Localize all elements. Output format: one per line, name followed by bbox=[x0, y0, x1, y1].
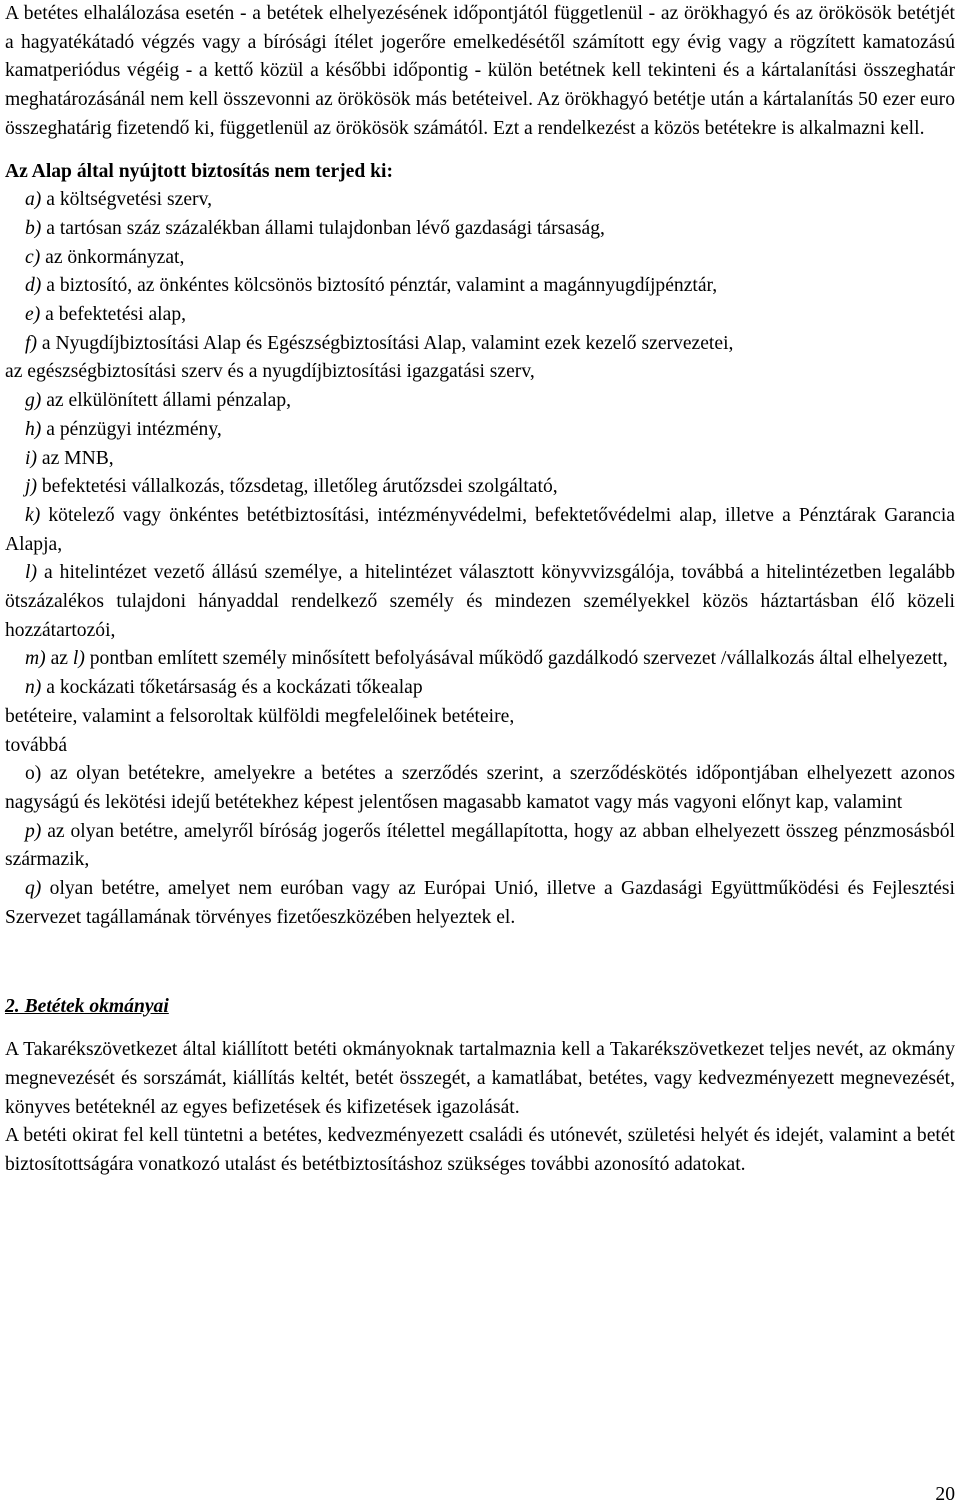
exclusion-item-i: i) az MNB, bbox=[25, 447, 114, 469]
exclusion-item-k: k) kötelező vagy önkéntes betétbiztosítási, intézményvédelmi, befektetővédelmi alap, illetve a Pénztárak Garancia Alapja, bbox=[5, 504, 955, 555]
deposit-certificate-paragraph: A betéti okirat fel kell tüntetni a betétes, kedvezményezett családi és utónevét, születési helyét és idejét, valamint a betét biztosítottságára vonatkozó utalást és betétbiztosításhoz szükséges további azonosító adatokat. bbox=[5, 1125, 955, 1176]
exclusion-item-p: p) az olyan betétre, amelyről bíróság jogerős ítélettel megállapította, hogy az abban elhelyezett összeg pénzmosásból származik, bbox=[5, 820, 955, 871]
exclusion-deposits-line: betéteire, valamint a felsoroltak külföldi megfelelőinek betéteire, bbox=[5, 705, 515, 727]
document-page bbox=[5, 0, 955, 1180]
exclusion-item-n: n) a kockázati tőketársaság és a kockázati tőkealap bbox=[25, 677, 423, 699]
deposit-documents-paragraph: A Takarékszövetkezet által kiállított betéti okmányoknak tartalmaznia kell a Takarékszövetkezet teljes nevét, az okmány megnevezését és sorszámát, kiállítás keltét, betét összegét, a kamatlábat, betétes, vagy kedvezményezett megnevezését, könyves betéteknél az egyes befizetések és kifizetések igazolását. bbox=[5, 1039, 955, 1118]
page-number: 20 bbox=[935, 1484, 955, 1505]
exclusion-item-l: l) a hitelintézet vezető állású személye, a hitelintézet választott könyvvizsgálója, továbbá a hitelintézetben legalább ötszázalékos tulajdoni hányaddal rendelkező személy és mindezen személyekkel közös háztartásban élő közeli hozzátartozói, bbox=[5, 562, 955, 641]
exclusion-item-b: b) a tartósan száz százalékban állami tulajdonban lévő gazdasági társaság, bbox=[25, 217, 605, 239]
exclusion-item-c: c) az önkormányzat, bbox=[25, 246, 185, 268]
exclusion-item-f: f) a Nyugdíjbiztosítási Alap és Egészségbiztosítási Alap, valamint ezek kezelő szervezetei, bbox=[25, 332, 734, 354]
exclusions-section bbox=[5, 158, 955, 933]
exclusion-item-a: a) a költségvetési szerv, bbox=[25, 189, 212, 211]
exclusion-item-q: q) olyan betétre, amelyet nem euróban vagy az Európai Unió, illetve a Gazdasági Együttműködési és Fejlesztési Szervezet tagállamának törvényes fizetőeszközében helyeztek el. bbox=[5, 878, 955, 928]
exclusion-item-d: d) a biztosító, az önkéntes kölcsönös biztosító pénztár, valamint a magánnyugdíjpénztár, bbox=[25, 275, 718, 297]
exclusion-item-h: h) a pénzügyi intézmény, bbox=[25, 418, 222, 440]
exclusion-item-m: m) az l) pontban említett személy minősített befolyásával működő gazdálkodó szervezet /vállalkozás által elhelyezett, bbox=[25, 648, 948, 670]
exclusion-item-o: o) az olyan betétekre, amelyekre a betétes a szerződés szerint, a szerződéskötés időpontjában elhelyezett azonos nagyságú és lekötési idejű betétekhez képest jelentősen magasabb kamatot vagy más vagyoni előnyt kap, valamint bbox=[5, 763, 955, 813]
section-title-deposit-documents: 2. Betétek okmányai bbox=[5, 995, 169, 1017]
exclusion-furthermore-line: továbbá bbox=[5, 734, 68, 756]
inheritance-paragraph: A betétes elhalálozása esetén - a betétek elhelyezésének időpontjától függetlenül - az örökhagyó és az örökösök betétjét a hagyatékátadó végzés vagy a bírósági ítélet jogerőre emelkedésétől számított egy évig vagy a rögzített kamatozású kamatperiódus végéig - a kettő közül a későbbi időpontig - külön betétnek kell tekinteni és a kártalanítási összeghatár meghatározásánál nem kell összevonni az örökösök más betéteivel. Az örökhagyó betétje után a kártalanítás 50 ezer euro összeghatárig fizetendő ki, függetlenül az örökösök számától. Ezt a rendelkezést a közös betétekre is alkalmazni kell. bbox=[5, 3, 955, 139]
exclusion-item-g: g) az elkülönített állami pénzalap, bbox=[25, 390, 292, 412]
exclusions-heading: Az Alap által nyújtott biztosítás nem terjed ki: bbox=[5, 160, 394, 182]
exclusion-item-f-continuation: az egészségbiztosítási szerv és a nyugdíjbiztosítási igazgatási szerv, bbox=[5, 361, 535, 383]
section-body bbox=[5, 1036, 955, 1180]
exclusion-item-e: e) a befektetési alap, bbox=[25, 304, 187, 326]
exclusion-item-j: j) befektetési vállalkozás, tőzsdetag, illetőleg árutőzsdei szolgáltató, bbox=[25, 476, 558, 498]
